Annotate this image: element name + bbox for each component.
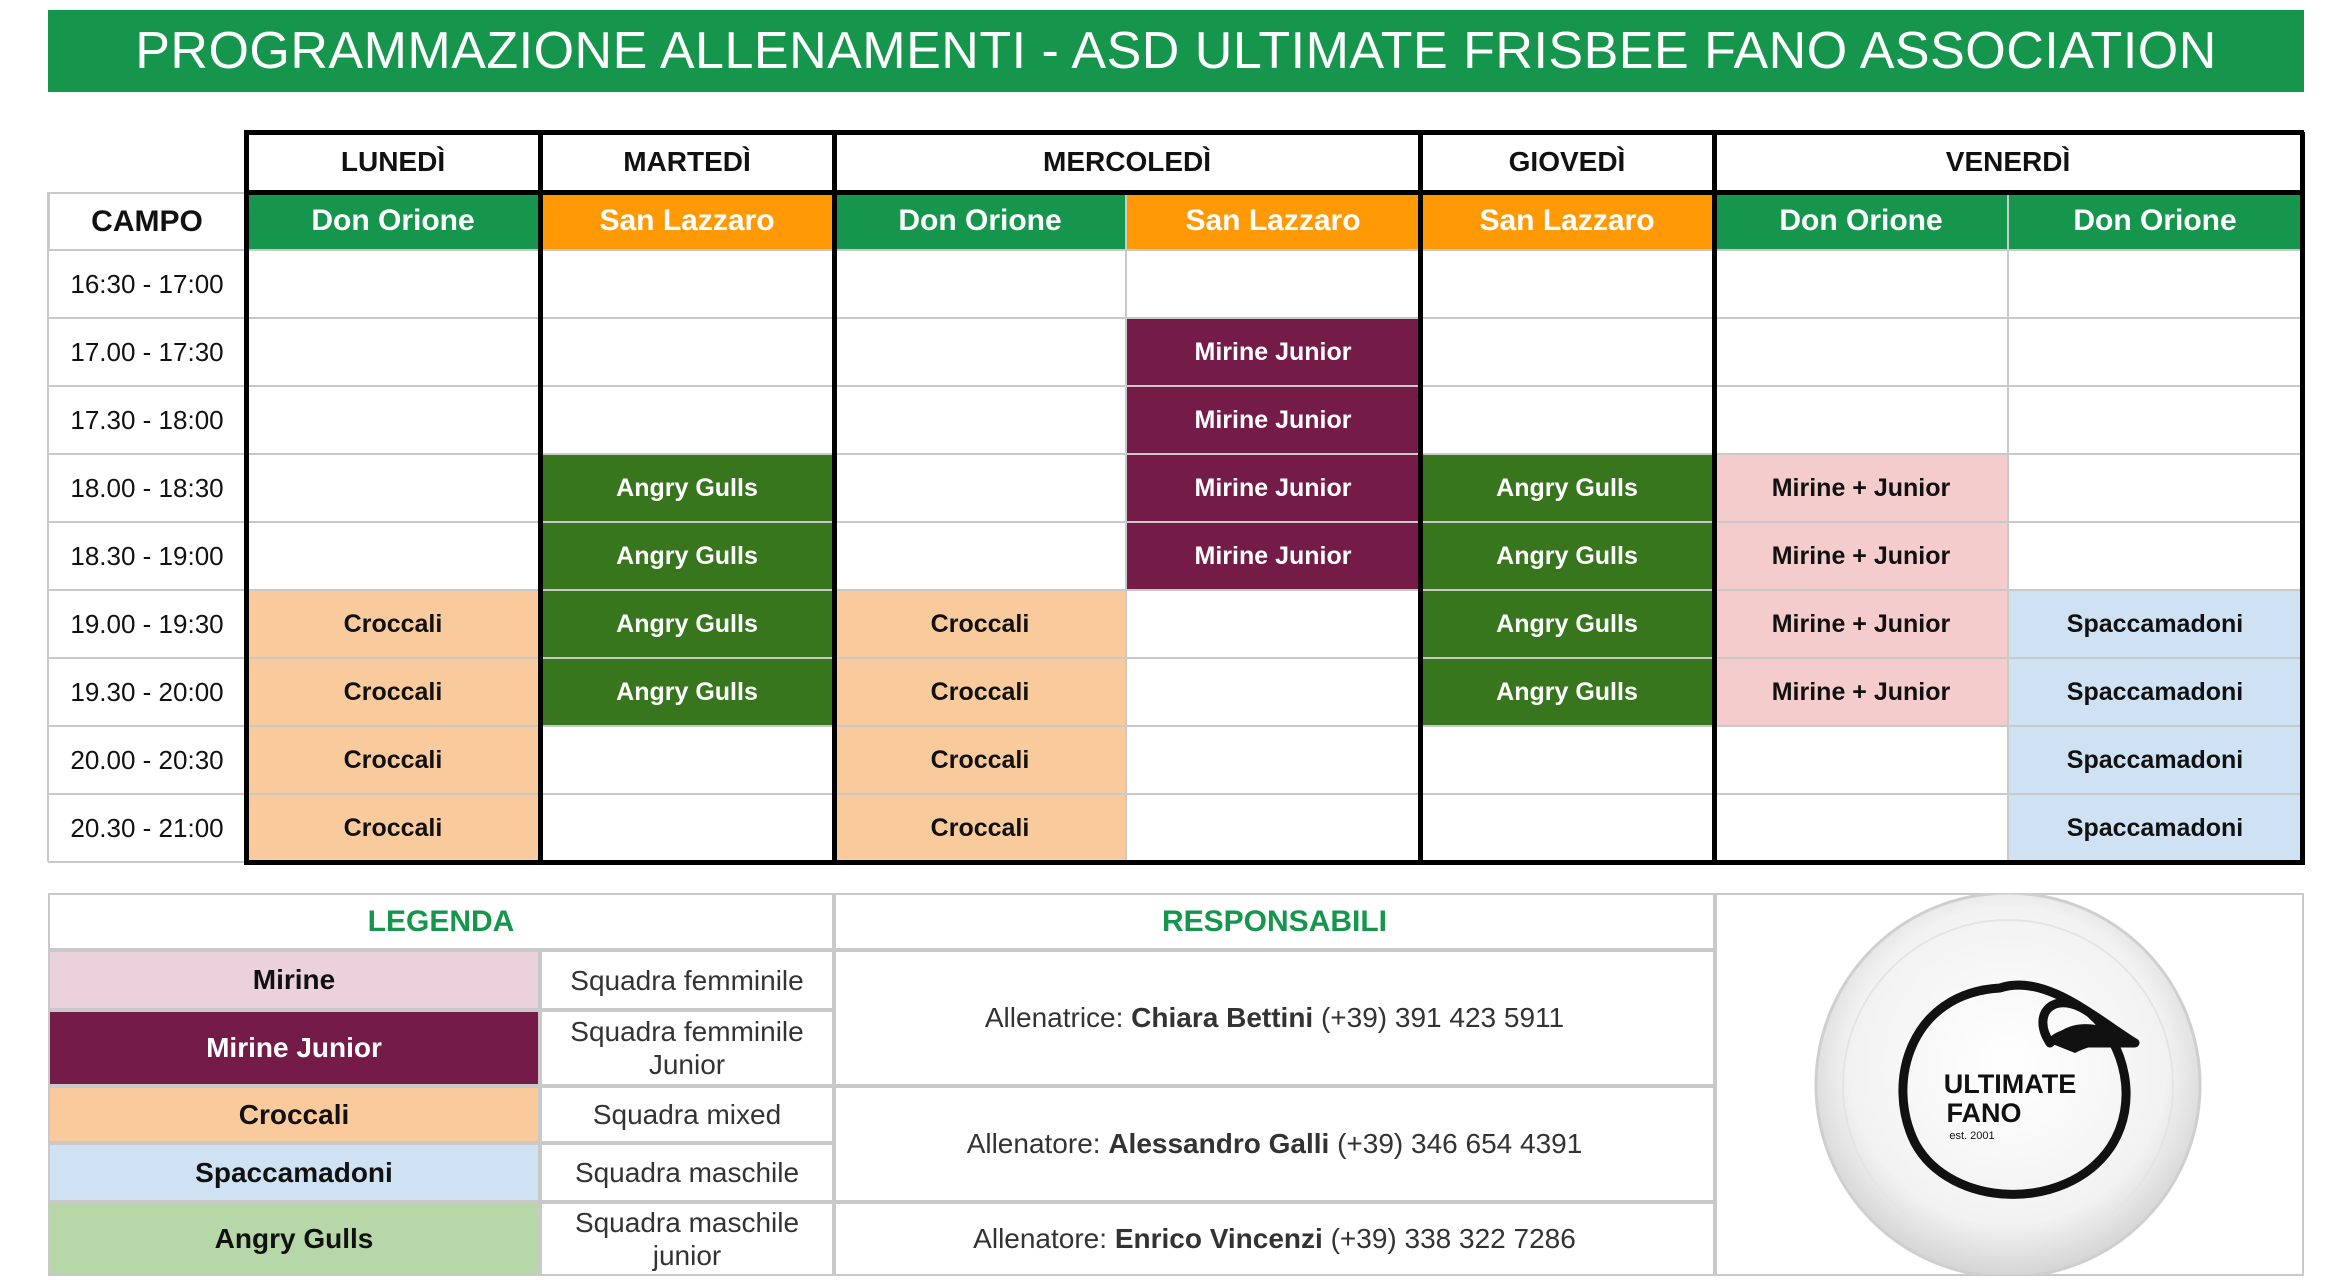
training-slot (1420, 658, 1714, 726)
coach-line (985, 1002, 1564, 1034)
time-slot (48, 386, 246, 454)
time-slot (48, 590, 246, 658)
training-slot-text: Spaccamadoni (2066, 745, 2244, 774)
field-header (834, 192, 1126, 250)
time-slot-text: 17.00 - 17:30 (70, 336, 224, 367)
training-slot-text: Angry Gulls (1496, 677, 1638, 706)
empty-slot (540, 318, 834, 386)
training-slot (2008, 658, 2302, 726)
training-slot-text: Mirine + Junior (1771, 473, 1951, 502)
day-header-text: LUNEDÌ (340, 146, 446, 177)
field-header-text: San Lazzaro (1185, 204, 1361, 237)
training-slot-text: Mirine Junior (1194, 405, 1352, 434)
training-slot (540, 590, 834, 658)
training-slot (834, 726, 1126, 794)
grid-line (47, 192, 49, 862)
empty-slot (540, 250, 834, 318)
legend-team-description (540, 1086, 834, 1143)
training-slot-text: Angry Gulls (616, 677, 758, 706)
campo-label-text: CAMPO (91, 205, 203, 238)
time-slot (48, 726, 246, 794)
coach-role: Allenatore: (973, 1223, 1115, 1254)
training-slot (834, 658, 1126, 726)
field-header (1126, 192, 1420, 250)
field-header (540, 192, 834, 250)
legend-team-name-text: Mirine Junior (206, 1032, 382, 1063)
legend-team-name-text: Croccali (238, 1098, 350, 1130)
training-slot-text: Angry Gulls (616, 473, 758, 502)
page-title: PROGRAMMAZIONE ALLENAMENTI - ASD ULTIMATE FRISBEE FANO ASSOCIATION (135, 22, 2217, 80)
field-header (246, 192, 540, 250)
training-slot (1420, 522, 1714, 590)
empty-slot (1420, 794, 1714, 862)
field-header-text: San Lazzaro (599, 204, 775, 237)
empty-slot (246, 386, 540, 454)
training-slot (2008, 726, 2302, 794)
empty-slot (834, 318, 1126, 386)
training-slot (1126, 386, 1420, 454)
legend-team-name-text: Angry Gulls (214, 1223, 374, 1254)
logo-text-line1: ULTIMATE (1943, 1069, 2077, 1099)
empty-slot (540, 794, 834, 862)
time-slot-text: 16:30 - 17:00 (70, 268, 224, 299)
training-slot-text: Croccali (343, 609, 443, 638)
day-border (2300, 132, 2305, 865)
coach-contact (834, 1086, 1715, 1202)
field-header-text: Don Orione (898, 204, 1062, 237)
legend-team-name-text: Spaccamadoni (195, 1156, 393, 1188)
empty-slot (246, 318, 540, 386)
legend-team-description-text: Squadra femminile Junior (570, 1016, 804, 1080)
legend-team-description-text: Squadra femminile (570, 964, 804, 996)
day-header-text: VENERDÌ (1945, 146, 2071, 177)
training-slot-text: Angry Gulls (616, 541, 758, 570)
coach-name: Alessandro Galli (1108, 1128, 1330, 1159)
time-slot-text: 20.00 - 20:30 (70, 744, 224, 775)
grid-line (48, 249, 2302, 251)
training-slot-text: Mirine + Junior (1771, 677, 1951, 706)
legend-team-name (48, 1086, 540, 1143)
training-slot (1420, 590, 1714, 658)
training-slot-text: Mirine Junior (1194, 337, 1352, 366)
grid-line (48, 385, 2302, 387)
coach-role: Allenatore: (966, 1128, 1109, 1159)
day-header (540, 132, 834, 192)
day-border (244, 130, 2304, 135)
training-slot-text: Croccali (930, 745, 1030, 774)
empty-slot (2008, 386, 2302, 454)
legend-team-description (540, 1010, 834, 1086)
training-slot-text: Croccali (343, 813, 443, 842)
time-slot (48, 522, 246, 590)
logo-text-line3: est. 2001 (1949, 1130, 1995, 1142)
time-slot-text: 19.00 - 19:30 (70, 608, 224, 639)
legend-team-name (48, 1010, 540, 1086)
legend-team-description-text: Squadra mixed (592, 1099, 782, 1130)
day-header-text: GIOVEDÌ (1508, 146, 1626, 177)
training-slot (246, 726, 540, 794)
training-slot-text: Mirine Junior (1194, 473, 1352, 502)
day-border (832, 132, 837, 865)
day-border (1712, 132, 1717, 865)
legend-team-description (540, 950, 834, 1010)
training-slot (246, 658, 540, 726)
time-slot (48, 250, 246, 318)
empty-slot (1126, 658, 1420, 726)
grid-line (48, 521, 2302, 523)
training-slot-text: Angry Gulls (1496, 473, 1638, 502)
day-border (244, 132, 249, 865)
empty-slot (2008, 250, 2302, 318)
training-slot-text: Croccali (930, 609, 1030, 638)
training-slot-text: Croccali (343, 745, 443, 774)
empty-slot (246, 454, 540, 522)
training-slot (540, 658, 834, 726)
empty-slot (1420, 318, 1714, 386)
coach-contact (834, 950, 1715, 1086)
training-slot (540, 522, 834, 590)
empty-slot (246, 250, 540, 318)
training-slot (1714, 590, 2008, 658)
field-header-text: Don Orione (2073, 204, 2237, 237)
coach-role: Allenatrice: (984, 1002, 1132, 1033)
empty-slot (540, 726, 834, 794)
day-header (1714, 132, 2302, 192)
training-slot (1126, 522, 1420, 590)
day-border (1418, 132, 1423, 865)
responsabili-title (834, 893, 1715, 950)
grid-line (48, 657, 2302, 659)
training-slot (1714, 454, 2008, 522)
empty-slot (834, 250, 1126, 318)
training-slot (2008, 794, 2302, 862)
empty-slot (1126, 590, 1420, 658)
day-header (1420, 132, 1714, 192)
field-header (1714, 192, 2008, 250)
empty-slot (1714, 250, 2008, 318)
grid-line (48, 725, 2302, 727)
training-slot-text: Mirine Junior (1194, 541, 1352, 570)
time-slot-text: 17.30 - 18:00 (70, 404, 224, 435)
empty-slot (834, 386, 1126, 454)
field-header-text: Don Orione (311, 204, 475, 237)
grid-line (48, 453, 2302, 455)
empty-slot (2008, 318, 2302, 386)
frisbee-logo (1715, 893, 2303, 1275)
field-header (2008, 192, 2302, 250)
legend-team-description (540, 1143, 834, 1202)
time-slot-text: 19.30 - 20:00 (70, 676, 224, 707)
coach-phone: (+39) 391 423 5911 (1320, 1002, 1565, 1033)
time-slot (48, 454, 246, 522)
coach-name: Chiara Bettini (1131, 1002, 1314, 1033)
time-slot (48, 658, 246, 726)
empty-slot (1420, 250, 1714, 318)
day-header (834, 132, 1420, 192)
training-slot-text: Croccali (930, 677, 1030, 706)
training-slot-text: Spaccamadoni (2066, 609, 2244, 638)
coach-name: Enrico Vincenzi (1114, 1223, 1323, 1254)
training-slot (1126, 454, 1420, 522)
page-title-banner (48, 10, 2304, 92)
training-slot (540, 454, 834, 522)
training-slot-text: Croccali (930, 813, 1030, 842)
empty-slot (1126, 794, 1420, 862)
training-slot-text: Mirine + Junior (1771, 541, 1951, 570)
coach-phone: (+39) 338 322 7286 (1330, 1223, 1576, 1254)
empty-slot (246, 522, 540, 590)
field-header-text: San Lazzaro (1479, 204, 1655, 237)
empty-slot (1714, 726, 2008, 794)
training-slot (246, 794, 540, 862)
time-slot (48, 318, 246, 386)
empty-slot (1714, 794, 2008, 862)
training-slot-text: Mirine + Junior (1771, 609, 1951, 638)
grid-line (48, 589, 2302, 591)
legend-team-description-text: Squadra maschile (574, 1157, 800, 1188)
time-slot-text: 18.00 - 18:30 (70, 472, 224, 503)
day-border (244, 860, 2304, 865)
responsabili-title-text: RESPONSABILI (1161, 904, 1388, 938)
training-slot-text: Angry Gulls (616, 609, 758, 638)
grid-line (48, 793, 2302, 795)
empty-slot (2008, 454, 2302, 522)
logo-text-line2: FANO (1946, 1098, 2022, 1128)
training-slot-text: Croccali (343, 677, 443, 706)
training-slot (834, 590, 1126, 658)
coach-line (967, 1128, 1583, 1160)
legend-title-text: LEGENDA (367, 904, 515, 938)
training-slot (1126, 318, 1420, 386)
legend-team-name-text: Mirine (252, 964, 336, 995)
training-slot (834, 794, 1126, 862)
legend-team-name (48, 1143, 540, 1202)
field-header-text: Don Orione (1779, 204, 1943, 237)
empty-slot (1420, 386, 1714, 454)
campo-label (48, 192, 246, 250)
legend-team-description (540, 1202, 834, 1276)
empty-slot (834, 454, 1126, 522)
empty-slot (1126, 250, 1420, 318)
empty-slot (2008, 522, 2302, 590)
day-border (538, 132, 543, 865)
day-border (244, 190, 2304, 195)
training-slot-text: Angry Gulls (1496, 609, 1638, 638)
grid-line (1125, 192, 1127, 862)
coach-line (973, 1223, 1576, 1255)
legend-team-name (48, 1202, 540, 1276)
day-header-text: MERCOLEDÌ (1043, 146, 1211, 177)
empty-slot (1714, 386, 2008, 454)
training-slot (1420, 454, 1714, 522)
coach-phone: (+39) 346 654 4391 (1337, 1128, 1583, 1159)
legend-team-name (48, 950, 540, 1010)
time-slot (48, 794, 246, 862)
day-header (246, 132, 540, 192)
day-header-text: MARTEDÌ (623, 146, 751, 177)
grid-line (48, 317, 2302, 319)
empty-slot (1126, 726, 1420, 794)
logo-area (1715, 893, 2303, 1275)
field-header (1420, 192, 1714, 250)
empty-slot (834, 522, 1126, 590)
legend-title (48, 893, 834, 950)
training-slot (246, 590, 540, 658)
training-slot (1714, 522, 2008, 590)
empty-slot (1420, 726, 1714, 794)
time-slot-text: 20.30 - 21:00 (70, 812, 224, 843)
training-slot (1714, 658, 2008, 726)
training-slot-text: Spaccamadoni (2066, 813, 2244, 842)
empty-slot (1714, 318, 2008, 386)
empty-slot (540, 386, 834, 454)
time-slot-text: 18.30 - 19:00 (70, 540, 224, 571)
training-slot-text: Spaccamadoni (2066, 677, 2244, 706)
coach-contact (834, 1202, 1715, 1276)
grid-line (2007, 192, 2009, 862)
training-slot-text: Angry Gulls (1496, 541, 1638, 570)
legend-team-description-text: Squadra maschile junior (574, 1207, 800, 1271)
training-slot (2008, 590, 2302, 658)
